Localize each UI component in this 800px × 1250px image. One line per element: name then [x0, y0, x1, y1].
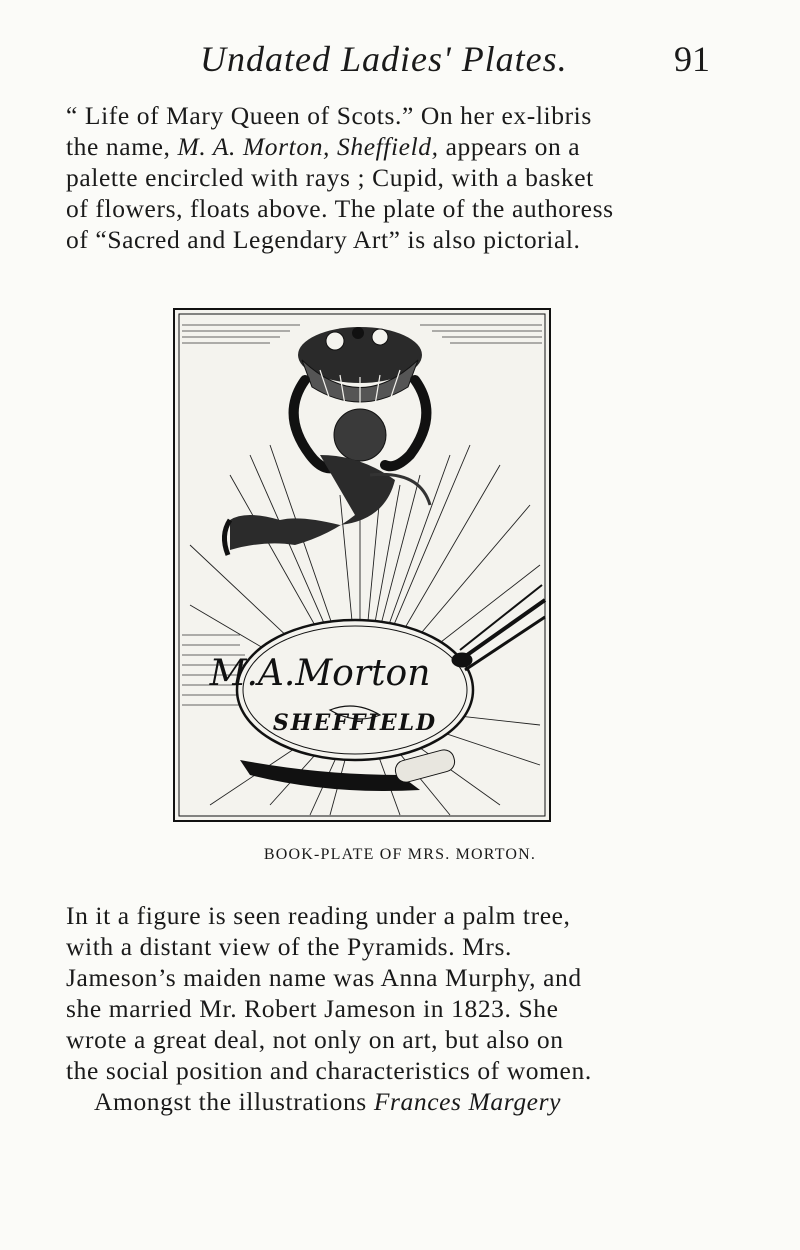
text-line: of flowers, floats above. The plate of the authoress: [66, 194, 614, 223]
text-fragment: Amongst the illustrations: [94, 1087, 374, 1116]
italic-name: Frances Margery: [373, 1087, 562, 1116]
text-line: she married Mr. Robert Jameson in 1823. She: [66, 994, 559, 1023]
page-header: [170, 38, 710, 88]
plate-inscription-place: SHEFFIELD: [272, 710, 438, 736]
figure-caption: BOOK-PLATE OF MRS. MORTON.: [263, 846, 537, 863]
text-line: In it a figure is seen reading under a palm tree,: [66, 901, 571, 930]
text-line: the social position and characteristics of women.: [66, 1056, 592, 1085]
plate-inscription-name: M.A.Morton: [209, 653, 431, 694]
text-line: [66, 1086, 734, 1117]
running-title: Undated Ladies' Plates.: [200, 39, 568, 79]
text-line: palette encircled with rays ; Cupid, with a basket: [66, 163, 594, 192]
bookplate-illustration: [170, 305, 554, 825]
paragraph-2: [66, 900, 734, 1117]
text-fragment: appears on a: [438, 132, 581, 161]
text-line: wrote a great deal, not only on art, but also on: [66, 1025, 564, 1054]
text-fragment: the name,: [66, 132, 178, 161]
italic-name: M. A. Morton, Sheffield,: [177, 132, 439, 161]
text-line: [66, 131, 734, 162]
page-number: 91: [674, 39, 710, 79]
text-line: of “Sacred and Legendary Art” is also pictorial.: [66, 225, 581, 254]
text-line: Jameson’s maiden name was Anna Murphy, and: [66, 963, 582, 992]
paragraph-1: [66, 100, 734, 255]
text-line: with a distant view of the Pyramids. Mrs.: [66, 932, 513, 961]
text-line: “ Life of Mary Queen of Scots.” On her ex-libris: [66, 101, 592, 130]
